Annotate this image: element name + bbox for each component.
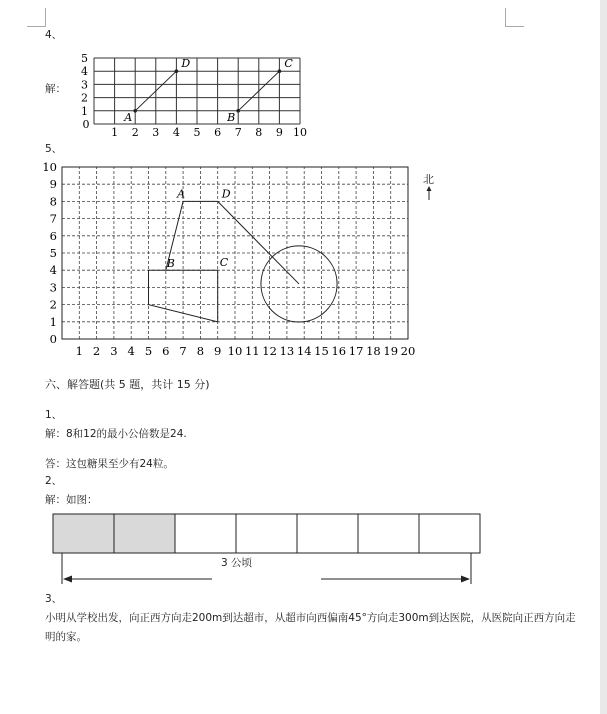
y-tick-label: 1 — [81, 104, 88, 118]
x-tick-label: 20 — [400, 344, 416, 358]
y-tick-label: 9 — [49, 177, 57, 192]
y-tick-label: 6 — [49, 228, 57, 243]
s6-q2-prefix: 解：如图： — [45, 494, 98, 506]
x-tick-label: 5 — [144, 344, 153, 358]
y-tick-label: 8 — [49, 194, 57, 209]
bar-cell — [114, 514, 175, 553]
x-tick-label: 5 — [193, 126, 201, 139]
x-tick-label: 6 — [214, 126, 222, 139]
x-tick-label: 0 — [82, 118, 90, 131]
x-tick-label: 10 — [227, 344, 243, 358]
y-tick-label: 2 — [49, 297, 57, 312]
q5-number: 5、 — [45, 143, 63, 155]
bar-cell — [236, 514, 297, 553]
s6-q3-text-line2: 明的家。 — [45, 631, 87, 643]
y-tick-label: 4 — [81, 65, 88, 79]
window-scrollbar-edge — [600, 0, 607, 714]
x-tick-label: 8 — [255, 126, 263, 139]
x-tick-label: 7 — [179, 344, 187, 358]
x-tick-label: 2 — [131, 126, 139, 139]
x-tick-label: 3 — [152, 126, 160, 139]
bar-cell — [175, 514, 236, 553]
north-label: 北 — [423, 173, 434, 186]
x-tick-label: 17 — [348, 344, 364, 358]
x-tick-label: 10 — [293, 126, 307, 139]
x-tick-label: 12 — [262, 344, 277, 358]
point-label-A: A — [177, 187, 186, 201]
s6-q1-answer: 答：这包糖果至少有24粒。 — [45, 458, 174, 470]
point-label-C: C — [284, 57, 293, 71]
point-label-C: C — [219, 256, 229, 270]
x-tick-label: 7 — [234, 126, 242, 139]
q4-solution-prefix: 解： — [45, 83, 66, 95]
q4-number: 4、 — [45, 29, 63, 41]
x-tick-label: 3 — [110, 344, 118, 358]
s6-q3-text-line1: 小明从学校出发，向正西方向走200m到达超市，从超市向西偏南45°方向走300m到达医院，从医院向正西方向走 — [45, 612, 576, 624]
y-tick-label: 5 — [49, 246, 57, 260]
point-label-A: A — [124, 110, 133, 124]
point-label-D: D — [181, 57, 191, 71]
x-tick-label: 9 — [275, 126, 283, 139]
y-tick-label: 4 — [49, 263, 57, 278]
x-tick-label: 19 — [383, 344, 399, 358]
y-tick-label: 3 — [81, 78, 88, 92]
x-tick-label: 11 — [244, 344, 260, 358]
s6-q2-number: 2、 — [45, 475, 63, 487]
s6-q1-number: 1、 — [45, 409, 63, 421]
x-tick-label: 1 — [75, 344, 83, 358]
bar-cell — [419, 514, 480, 553]
x-tick-label: 4 — [172, 126, 180, 139]
bar-cell — [297, 514, 358, 553]
bar-cell — [53, 514, 114, 553]
y-tick-label: 0 — [49, 332, 57, 346]
y-tick-label: 10 — [42, 160, 57, 174]
y-tick-label: 5 — [81, 52, 88, 65]
s6-q3-number: 3、 — [45, 593, 63, 605]
y-tick-label: 1 — [49, 314, 57, 329]
y-tick-label: 3 — [49, 280, 57, 295]
arrow-right-icon — [461, 576, 470, 583]
y-tick-label: 7 — [49, 211, 57, 226]
x-tick-label: 13 — [279, 344, 295, 358]
x-tick-label: 18 — [366, 344, 381, 358]
point-label-D: D — [221, 187, 231, 201]
section-heading: 六、解答题(共 5 题，共计 15 分) — [45, 378, 210, 391]
x-tick-label: 4 — [127, 344, 135, 358]
x-tick-label: 14 — [296, 344, 312, 358]
x-tick-label: 15 — [314, 344, 329, 358]
bar-total-label: 3 公顷 — [221, 557, 253, 569]
x-tick-label: 8 — [196, 344, 205, 358]
bar-cell — [358, 514, 419, 553]
x-tick-label: 9 — [214, 344, 222, 358]
y-tick-label: 2 — [81, 91, 88, 105]
s6-q1-solution: 解：8和12的最小公倍数是24. — [45, 428, 187, 440]
x-tick-label: 6 — [162, 344, 170, 358]
point-label-B: B — [227, 110, 236, 124]
x-tick-label: 16 — [331, 344, 347, 358]
x-tick-label: 2 — [92, 344, 101, 358]
point-label-B: B — [166, 257, 175, 271]
arrow-left-icon — [63, 576, 72, 583]
x-tick-label: 1 — [111, 126, 119, 139]
